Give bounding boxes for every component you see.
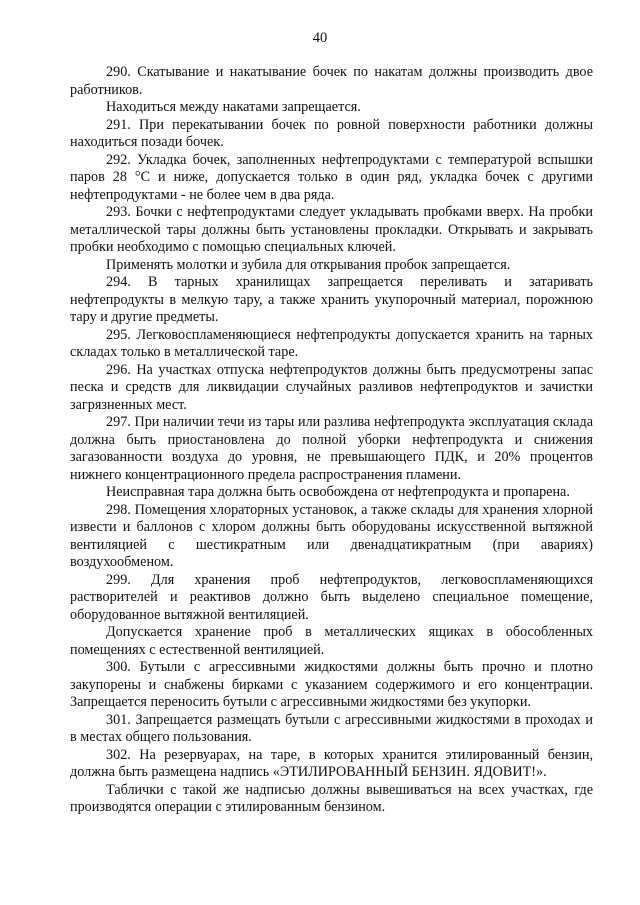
paragraph-299: 299. Для хранения проб нефтепродуктов, легковоспламеняющихся растворителей и реактивов должно быть выделено специальное помещение, оборудованное вытяжной вентиляцией.: [70, 571, 593, 623]
paragraph-300: 300. Бутыли с агрессивными жидкостями должны быть прочно и плотно закупорены и снабжены бирками с указанием содержимого и его концентрации. Запрещается переносить бутыли с агрессивными жидкостями без укупорки.: [70, 659, 593, 710]
paragraph-291: 291. При перекатывании бочек по ровной поверхности работники должны находиться позади бочек.: [70, 116, 593, 150]
paragraph-290-note: Находиться между накатами запрещается.: [106, 99, 361, 115]
paragraph-293: 293. Бочки с нефтепродуктами следует укладывать пробками вверх. На пробки металлической тары должны быть установлены прокладки. Открывать и закрывать пробки необходимо с помощью специальных ключей.: [70, 204, 593, 255]
paragraph-293-note: Применять молотки и зубила для открывания пробок запрещается.: [106, 256, 511, 273]
paragraph-299-note: Допускается хранение проб в металлических ящиках в обособленных помещениях с естественной вентиляцией.: [70, 624, 593, 658]
paragraph-302-note: Таблички с такой же надписью должны вывешиваться на всех участках, где производятся операции с этилированным бензином.: [70, 781, 593, 815]
page-number: 40: [312, 30, 328, 46]
paragraph-290: 290. Скатывание и накатывание бочек по накатам должны производить двое работников.: [70, 64, 593, 98]
paragraph-295: 295. Легковоспламеняющиеся нефтепродукты допускается хранить на тарных складах только в металлической таре.: [70, 326, 593, 360]
paragraph-292: 292. Укладка бочек, заполненных нефтепродуктами с температурой вспышки паров 28 °С и ниже, допускается только в один ряд, укладка бочек с другими нефтепродуктами - не более чем в два ряда.: [70, 151, 593, 203]
document-body: [70, 64, 593, 817]
paragraph-302: 302. На резервуарах, на таре, в которых хранится этилированный бензин, должна быть размещена надпись «ЭТИЛИРОВАННЫЙ БЕНЗИН. ЯДОВИТ!».: [70, 746, 593, 780]
paragraph-297-note: Неисправная тара должна быть освобождена от нефтепродукта и пропарена.: [106, 484, 570, 500]
scan-mark: [28, 146, 29, 147]
paragraph-297: 297. При наличии течи из тары или разлива нефтепродукта эксплуатация склада должна быть приостановлена до полной уборки нефтепродукта и снижения загазованности воздуха до уровня, не превышающего ПДК, и 20% процентов нижнего концентрационного предела распространения пламени.: [70, 414, 593, 483]
paragraph-294: 294. В тарных хранилищах запрещается переливать и затаривать нефтепродукты в мелкую тару, а также хранить укупорочный материал, порожнюю тару и другие предметы.: [70, 274, 593, 325]
paragraph-301: 301. Запрещается размещать бутыли с агрессивными жидкостями в проходах и в местах общего пользования.: [70, 711, 593, 745]
paragraph-298: 298. Помещения хлораторных установок, а также склады для хранения хлорной извести и баллонов с хлором должны быть оборудованы искусственной вытяжной вентиляцией с шестикратным или двенадцатикратным (при авариях) воздухообменом.: [70, 501, 593, 570]
paragraph-296: 296. На участках отпуска нефтепродуктов должны быть предусмотрены запас песка и средств для ликвидации случайных разливов нефтепродуктов и зачистки загрязненных мест.: [70, 361, 593, 413]
